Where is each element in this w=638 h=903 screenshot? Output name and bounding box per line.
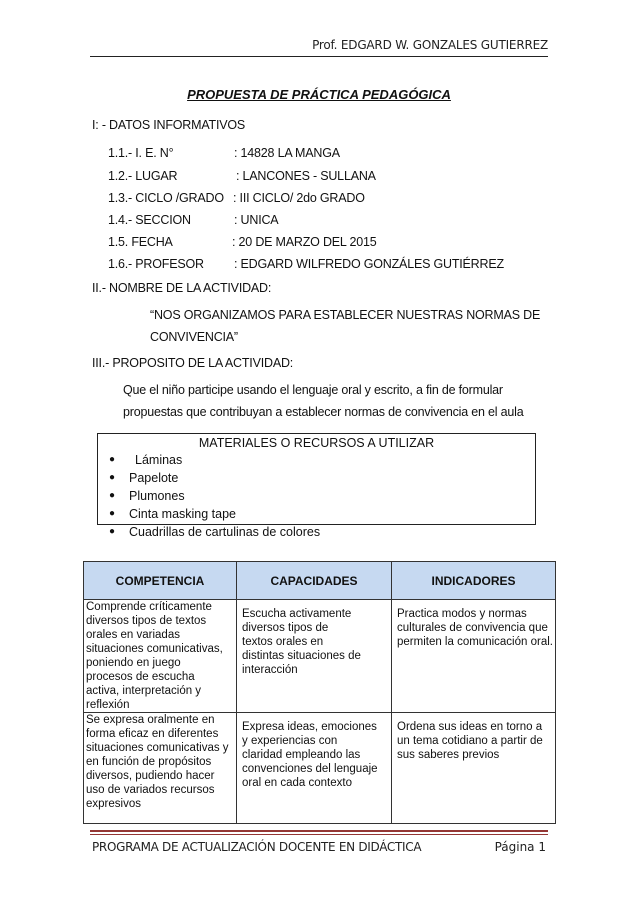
bullet-icon: ● — [109, 472, 116, 483]
cell-line: orales en variadas — [86, 629, 180, 641]
table-row — [84, 600, 556, 713]
cell-line: Se expresa oralmente en — [86, 714, 215, 726]
cell-line: sus saberes previos — [397, 749, 500, 761]
cell-line: situaciones comunicativas y — [86, 742, 229, 754]
cell-line: textos orales en — [242, 636, 324, 648]
cell-line: diversos tipos de textos — [86, 615, 207, 627]
cell-line: convenciones del lenguaje — [242, 763, 378, 775]
section-1-heading: I: - DATOS INFORMATIVOS — [92, 118, 246, 132]
info-row-value: : III CICLO/ 2do GRADO — [233, 191, 365, 205]
cell-line: un tema cotidiano a partir de — [397, 735, 543, 747]
info-row-label: 1.2.- LUGAR — [108, 169, 178, 183]
cell-line: Practica modos y normas — [397, 608, 527, 620]
indicadores-cell — [392, 600, 556, 713]
header-rule — [90, 56, 548, 57]
capacidades-cell — [237, 713, 392, 824]
cell-line: forma eficaz en diferentes — [86, 728, 219, 740]
cell-line: Expresa ideas, emociones — [242, 721, 377, 733]
cell-line: Escucha activamente — [242, 608, 352, 620]
info-row — [108, 191, 508, 207]
cell-line: diversos tipos de — [242, 622, 329, 634]
cell-line: situaciones comunicativas, — [86, 643, 223, 655]
info-row — [108, 169, 508, 185]
bullet-icon: ● — [109, 526, 116, 537]
footer-rule — [90, 830, 548, 832]
cell-line: y experiencias con — [242, 735, 338, 747]
list-item — [105, 505, 320, 523]
cell-line: oral en cada contexto — [242, 777, 352, 789]
info-row-label: 1.6.- PROFESOR — [108, 257, 204, 271]
info-row-value: : EDGARD WILFREDO GONZÁLES GUTIÉRREZ — [234, 257, 504, 271]
capacidades-cell — [237, 600, 392, 713]
info-row-value: : 20 DE MARZO DEL 2015 — [232, 235, 377, 249]
cell-line: Comprende críticamente — [86, 601, 212, 613]
table-row — [84, 713, 556, 824]
material-label: Cuadrillas de cartulinas de colores — [129, 525, 321, 539]
material-label: Plumones — [129, 489, 185, 503]
footer-program: PROGRAMA DE ACTUALIZACIÓN DOCENTE EN DIDÁCTICA — [92, 840, 422, 854]
cell-line: procesos de escucha — [86, 671, 195, 683]
cell-line: culturales de convivencia que — [397, 622, 548, 634]
materials-title: MATERIALES O RECURSOS A UTILIZAR — [198, 436, 435, 450]
cell-line: poniendo en juego — [86, 657, 181, 669]
info-row-label: 1.5. FECHA — [108, 235, 173, 249]
column-header: INDICADORES — [392, 562, 556, 600]
info-row-value: : 14828 LA MANGA — [234, 146, 340, 160]
info-row — [108, 235, 508, 251]
info-row — [108, 146, 508, 162]
bullet-icon: ● — [109, 454, 116, 465]
info-row-value: : LANCONES - SULLANA — [236, 169, 376, 183]
material-label: Cinta masking tape — [129, 507, 237, 521]
cell-line: reflexión — [86, 699, 130, 711]
cell-line: expresivos — [86, 798, 141, 810]
page-number: Página 1 — [494, 840, 546, 854]
bullet-icon: ● — [109, 490, 116, 501]
cell-line: distintas situaciones de — [242, 650, 361, 662]
list-item — [105, 487, 320, 505]
column-header: CAPACIDADES — [237, 562, 392, 600]
cell-line: Ordena sus ideas en torno a — [397, 721, 543, 733]
purpose-line-1: Que el niño participe usando el lenguaje oral y escrito, a fin de formular — [123, 383, 503, 397]
cell-line: en función de propósitos — [86, 756, 212, 768]
header-author: Prof. EDGARD W. GONZALES GUTIERREZ — [312, 38, 548, 52]
competencia-cell — [84, 600, 237, 713]
cell-line: diversos, pudiendo hacer — [86, 770, 215, 782]
materials-box — [97, 433, 536, 539]
footer-rule — [90, 834, 548, 835]
info-row — [108, 257, 528, 273]
purpose-line-2: propuestas que contribuyan a establecer normas de convivencia en el aula — [123, 405, 524, 419]
cell-line: activa, interpretación y — [86, 685, 202, 697]
info-row-label: 1.4.- SECCION — [108, 213, 191, 227]
bullet-icon: ● — [109, 508, 116, 519]
cell-line: interacción — [242, 664, 298, 676]
materials-list — [105, 451, 320, 541]
list-item — [105, 523, 320, 541]
competencia-cell — [84, 713, 237, 824]
info-row-label: 1.3.- CICLO /GRADO — [108, 191, 224, 205]
material-label: Láminas — [135, 453, 183, 467]
column-header: COMPETENCIA — [84, 562, 237, 600]
cell-line: claridad empleando las — [242, 749, 361, 761]
table-header-row — [84, 562, 556, 600]
material-label: Papelote — [129, 471, 179, 485]
document-title: PROPUESTA DE PRÁCTICA PEDAGÓGICA — [187, 87, 451, 102]
cell-line: permiten la comunicación oral. — [397, 636, 553, 648]
competencies-table — [83, 561, 556, 824]
list-item — [105, 469, 320, 487]
indicadores-cell — [392, 713, 556, 824]
activity-name-line-1: “NOS ORGANIZAMOS PARA ESTABLECER NUESTRAS NORMAS DE — [150, 308, 541, 322]
section-2-heading: II.- NOMBRE DE LA ACTIVIDAD: — [92, 281, 272, 295]
cell-line: uso de variados recursos — [86, 784, 215, 796]
info-row — [108, 213, 508, 229]
section-3-heading: III.- PROPOSITO DE LA ACTIVIDAD: — [92, 356, 294, 370]
info-row-label: 1.1.- I. E. N° — [108, 146, 174, 160]
info-row-value: : UNICA — [234, 213, 279, 227]
list-item — [105, 451, 320, 469]
activity-name-line-2: CONVIVENCIA” — [150, 330, 238, 344]
